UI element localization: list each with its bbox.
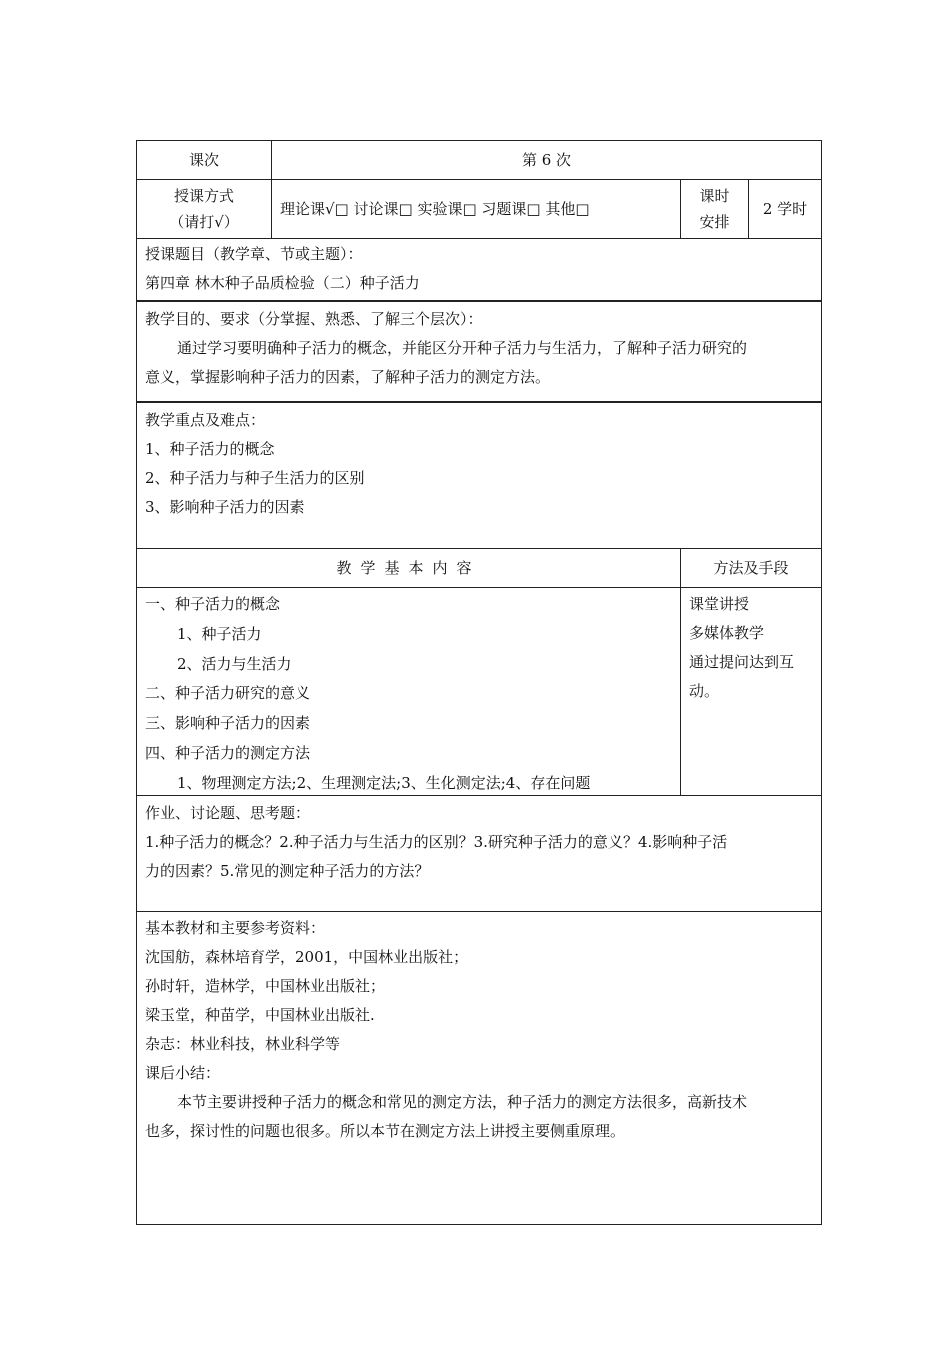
objectives-text: 通过学习要明确种子活力的概念，并能区分开种子活力与生活力，了解种子活力研究的 bbox=[177, 339, 748, 357]
method-item: 动。 bbox=[689, 682, 720, 700]
objectives-text: 意义，掌握影响种子活力的因素，了解种子活力的测定方法。 bbox=[145, 368, 551, 386]
outline-item: 二、种子活力研究的意义 bbox=[145, 684, 311, 703]
topic-heading: 授课题目（教学章、节或主题）： bbox=[145, 245, 363, 263]
reference-item: 沈国舫，森林培育学，2001，中国林业出版社； bbox=[145, 948, 469, 966]
method-item: 通过提问达到互 bbox=[689, 653, 795, 671]
summary-heading: 课后小结： bbox=[145, 1064, 221, 1082]
key-point-item: 3、影响种子活力的因素 bbox=[145, 498, 305, 516]
lesson-plan-table bbox=[136, 140, 822, 1225]
topic-title: 第四章 林木种子品质检验（二）种子活力 bbox=[145, 274, 420, 292]
class-hours-label-line: 安排 bbox=[699, 213, 730, 231]
homework-section bbox=[145, 799, 815, 886]
method-item: 多媒体教学 bbox=[689, 624, 765, 642]
key-point-item: 2、种子活力与种子生活力的区别 bbox=[145, 469, 365, 487]
outline-subitem: 2、活力与生活力 bbox=[177, 654, 292, 673]
objectives-heading: 教学目的、要求（分掌握、熟悉、了解三个层次）： bbox=[145, 310, 483, 328]
homework-text: 1.种子活力的概念？2.种子活力与生活力的区别？3.研究种子活力的意义？4.影响种子活 bbox=[145, 833, 728, 851]
reference-item: 孙时轩，造林学，中国林业出版社； bbox=[145, 977, 386, 995]
reference-item: 梁玉堂，种苗学，中国林业出版社. bbox=[145, 1006, 375, 1024]
outline-subitem: 1、物理测定方法;2、生理测定法;3、生化测定法;4、存在问题 bbox=[177, 773, 591, 792]
content-header: 教学基本内容 bbox=[336, 558, 481, 577]
homework-heading: 作业、讨论题、思考题： bbox=[145, 804, 311, 822]
methods-list bbox=[689, 590, 819, 706]
lesson-number-label: 课次 bbox=[188, 150, 219, 169]
key-point-item: 1、种子活力的概念 bbox=[145, 440, 275, 458]
outline-subitem: 1、种子活力 bbox=[177, 624, 262, 643]
row-divider bbox=[137, 300, 821, 302]
row-divider bbox=[137, 238, 821, 239]
summary-text: 也多，探讨性的问题也很多。所以本节在测定方法上讲授主要侧重原理。 bbox=[145, 1122, 626, 1140]
row-divider bbox=[137, 401, 821, 403]
class-hours-label-line: 课时 bbox=[699, 187, 730, 205]
outline-item: 三、影响种子活力的因素 bbox=[145, 714, 311, 733]
outline-item: 四、种子活力的测定方法 bbox=[145, 743, 311, 762]
key-points-section bbox=[145, 406, 815, 522]
teaching-method-label bbox=[137, 180, 271, 238]
row-divider bbox=[137, 587, 821, 588]
topic-section bbox=[145, 240, 815, 298]
teaching-method-label-hint: （请打√） bbox=[169, 213, 239, 231]
outline-item: 一、种子活力的概念 bbox=[145, 595, 281, 613]
lesson-number-value: 第 6 次 bbox=[521, 150, 572, 169]
homework-text: 力的因素？5.常见的测定种子活力的方法？ bbox=[145, 862, 430, 880]
teaching-method-options: 理论课√□ 讨论课□ 实验课□ 习题课□ 其他□ bbox=[280, 199, 590, 218]
class-hours-value: 2 学时 bbox=[762, 199, 808, 218]
objectives-section bbox=[145, 305, 815, 392]
class-hours-label bbox=[681, 180, 748, 238]
method-item: 课堂讲授 bbox=[689, 595, 750, 613]
methods-header: 方法及手段 bbox=[713, 558, 789, 577]
key-points-heading: 教学重点及难点： bbox=[145, 411, 266, 429]
row-divider bbox=[137, 911, 821, 912]
summary-text: 本节主要讲授种子活力的概念和常见的测定方法，种子活力的测定方法很多，高新技术 bbox=[177, 1093, 748, 1111]
teaching-method-label-line: 授课方式 bbox=[173, 187, 234, 205]
reference-item: 杂志：林业科技，林业科学等 bbox=[145, 1035, 341, 1053]
content-outline bbox=[145, 590, 675, 799]
references-heading: 基本教材和主要参考资料： bbox=[145, 919, 326, 937]
references-section bbox=[145, 914, 815, 1146]
